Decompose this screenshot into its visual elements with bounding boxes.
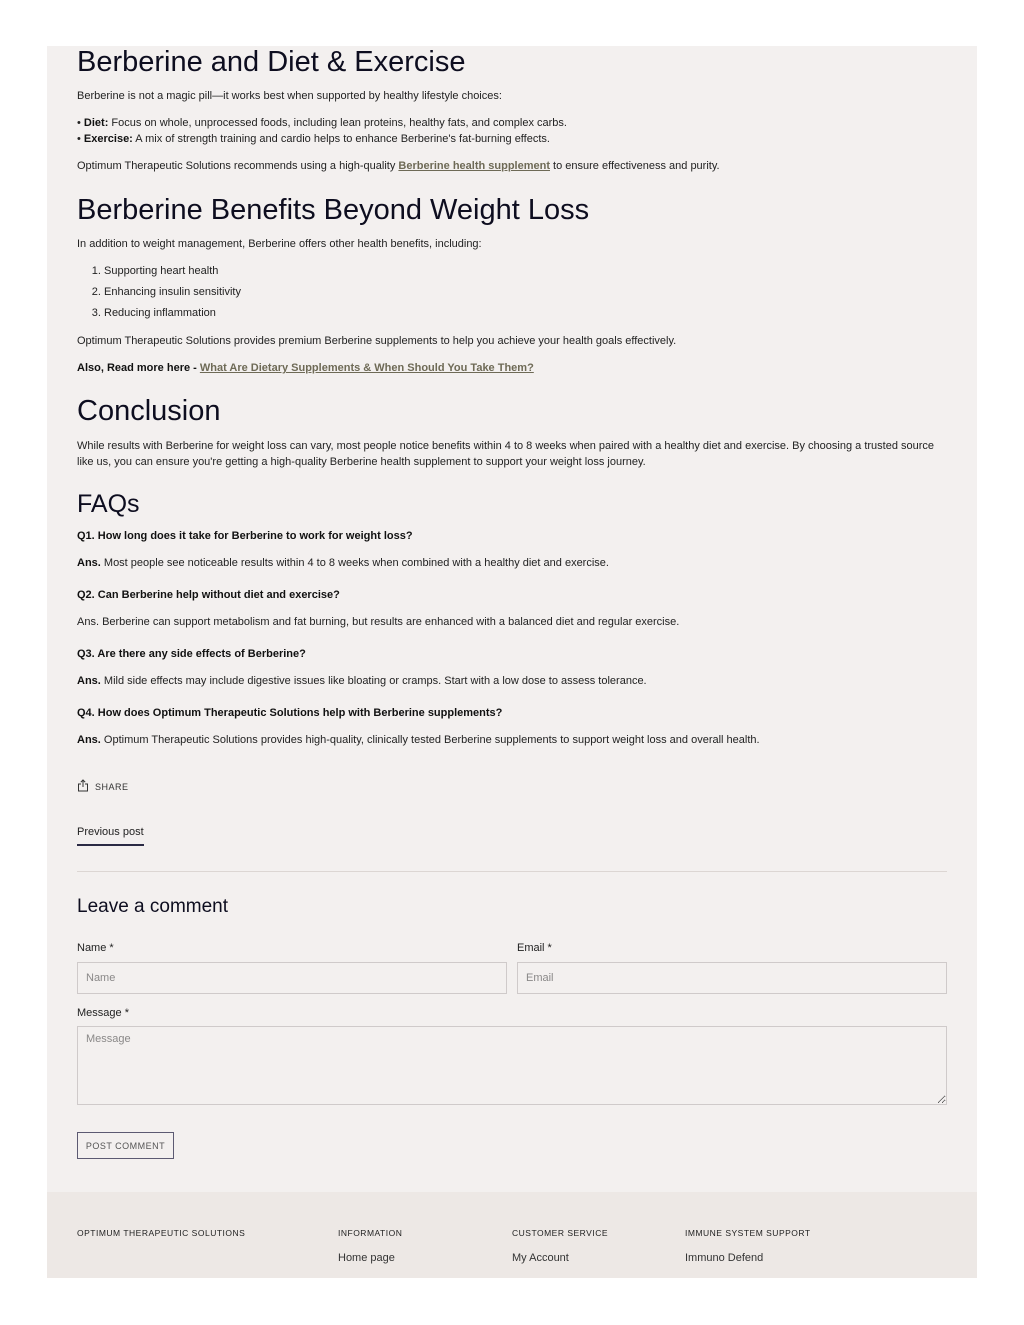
section-intro: Berberine is not a magic pill—it works best when supported by healthy lifestyle choices: (77, 90, 502, 102)
article-page (47, 46, 977, 1192)
name-label: Name * (77, 942, 114, 954)
faq-question-text: Q1. How long does it take for Berberine to work for weight loss? (77, 530, 413, 542)
site-footer (47, 1192, 977, 1278)
faq-answer (77, 614, 679, 630)
faq-answer-label: Ans. (77, 734, 101, 746)
faq-question-text: Q3. Are there any side effects of Berberine? (77, 648, 306, 660)
share-icon (77, 779, 89, 794)
bullet-label: Diet: (83, 117, 109, 129)
email-input[interactable] (517, 962, 947, 994)
divider (77, 871, 947, 872)
footer-link-my-account[interactable]: My Account (512, 1252, 569, 1264)
read-more-label: Also, Read more here - (77, 362, 200, 374)
faq-answer-label: Ans. (77, 557, 101, 569)
section-intro: In addition to weight management, Berberine offers other health benefits, including: (77, 238, 482, 250)
faq-question (77, 587, 340, 603)
conclusion-text: While results with Berberine for weight loss can vary, most people notice benefits within 4 to 8 weeks when paired with a healthy diet and exercise. By choosing a trusted source like us, you can ensure you're getting a high-quality Berberine health supplement to support your weight loss journey. (77, 440, 935, 468)
footer-heading-immune-support: IMMUNE SYSTEM SUPPORT (685, 1228, 811, 1238)
faq-question-text: Q4. How does Optimum Therapeutic Solutions help with Berberine supplements? (77, 707, 503, 719)
footer-heading-information: INFORMATION (338, 1228, 403, 1238)
faq-answer-text: Most people see noticeable results within 4 to 8 weeks when combined with a healthy diet and exercise. (100, 557, 609, 569)
previous-post-link[interactable]: Previous post (77, 826, 144, 846)
section-heading-conclusion: Conclusion (77, 395, 221, 427)
message-label: Message * (77, 1007, 129, 1019)
faq-answer (77, 732, 760, 748)
read-more (77, 360, 534, 376)
footer-brand: OPTIMUM THERAPEUTIC SOLUTIONS (77, 1228, 246, 1238)
benefits-list (77, 263, 241, 326)
bullet-text: Focus on whole, unprocessed foods, including lean proteins, healthy fats, and complex carbs. (108, 117, 567, 129)
list-item (77, 131, 567, 147)
list-item: 3. Reducing inflammation (104, 305, 241, 321)
faq-question (77, 705, 502, 721)
footer-link-immuno-defend[interactable]: Immuno Defend (685, 1252, 764, 1264)
email-label: Email * (517, 942, 552, 954)
share-label: SHARE (95, 781, 129, 792)
faq-answer-text: Ans. Berberine can support metabolism and fat burning, but results are enhanced with a balanced diet and regular exercise. (77, 616, 680, 628)
share-button[interactable] (77, 779, 129, 794)
message-textarea[interactable] (77, 1026, 947, 1105)
name-input[interactable] (77, 962, 507, 994)
read-more-link[interactable]: What Are Dietary Supplements & When Should You Take Them? (199, 362, 534, 374)
bullet-label: Exercise: (83, 133, 133, 145)
list-item: 2. Enhancing insulin sensitivity (104, 284, 241, 300)
comment-form-heading: Leave a comment (77, 896, 229, 917)
footer-heading-customer-service: CUSTOMER SERVICE (512, 1228, 609, 1238)
section-heading-diet-exercise: Berberine and Diet & Exercise (77, 46, 466, 78)
faq-answer-text: Optimum Therapeutic Solutions provides high-quality, clinically tested Berberine supplements to support weight loss and overall health. (100, 734, 760, 746)
section-closing: Optimum Therapeutic Solutions provides premium Berberine supplements to help you achieve your health goals effectively. (77, 335, 677, 347)
footer-link-home-page[interactable]: Home page (338, 1252, 395, 1264)
berberine-supplement-link[interactable]: Berberine health supplement (398, 160, 550, 172)
list-item (77, 115, 567, 131)
faq-question (77, 646, 306, 662)
recommendation-text (77, 158, 720, 174)
faq-answer-text: Mild side effects may include digestive issues like bloating or cramps. Start with a low dose to assess tolerance. (100, 675, 647, 687)
faq-question (77, 528, 413, 544)
section-heading-faqs: FAQs (77, 490, 140, 518)
list-item: 1. Supporting heart health (104, 263, 241, 279)
recommendation-prefix: Optimum Therapeutic Solutions recommends using a high-quality (77, 160, 399, 172)
bullet-text: A mix of strength training and cardio helps to enhance Berberine's fat-burning effects. (132, 133, 550, 145)
faq-answer-label: Ans. (77, 675, 101, 687)
recommendation-suffix: to ensure effectiveness and purity. (550, 160, 720, 172)
section-heading-benefits: Berberine Benefits Beyond Weight Loss (77, 194, 590, 226)
faq-answer (77, 673, 647, 689)
post-comment-button[interactable]: POST COMMENT (77, 1132, 174, 1159)
faq-answer (77, 555, 609, 571)
diet-exercise-list (77, 115, 567, 147)
faq-question-text: Q2. Can Berberine help without diet and exercise? (77, 589, 340, 601)
